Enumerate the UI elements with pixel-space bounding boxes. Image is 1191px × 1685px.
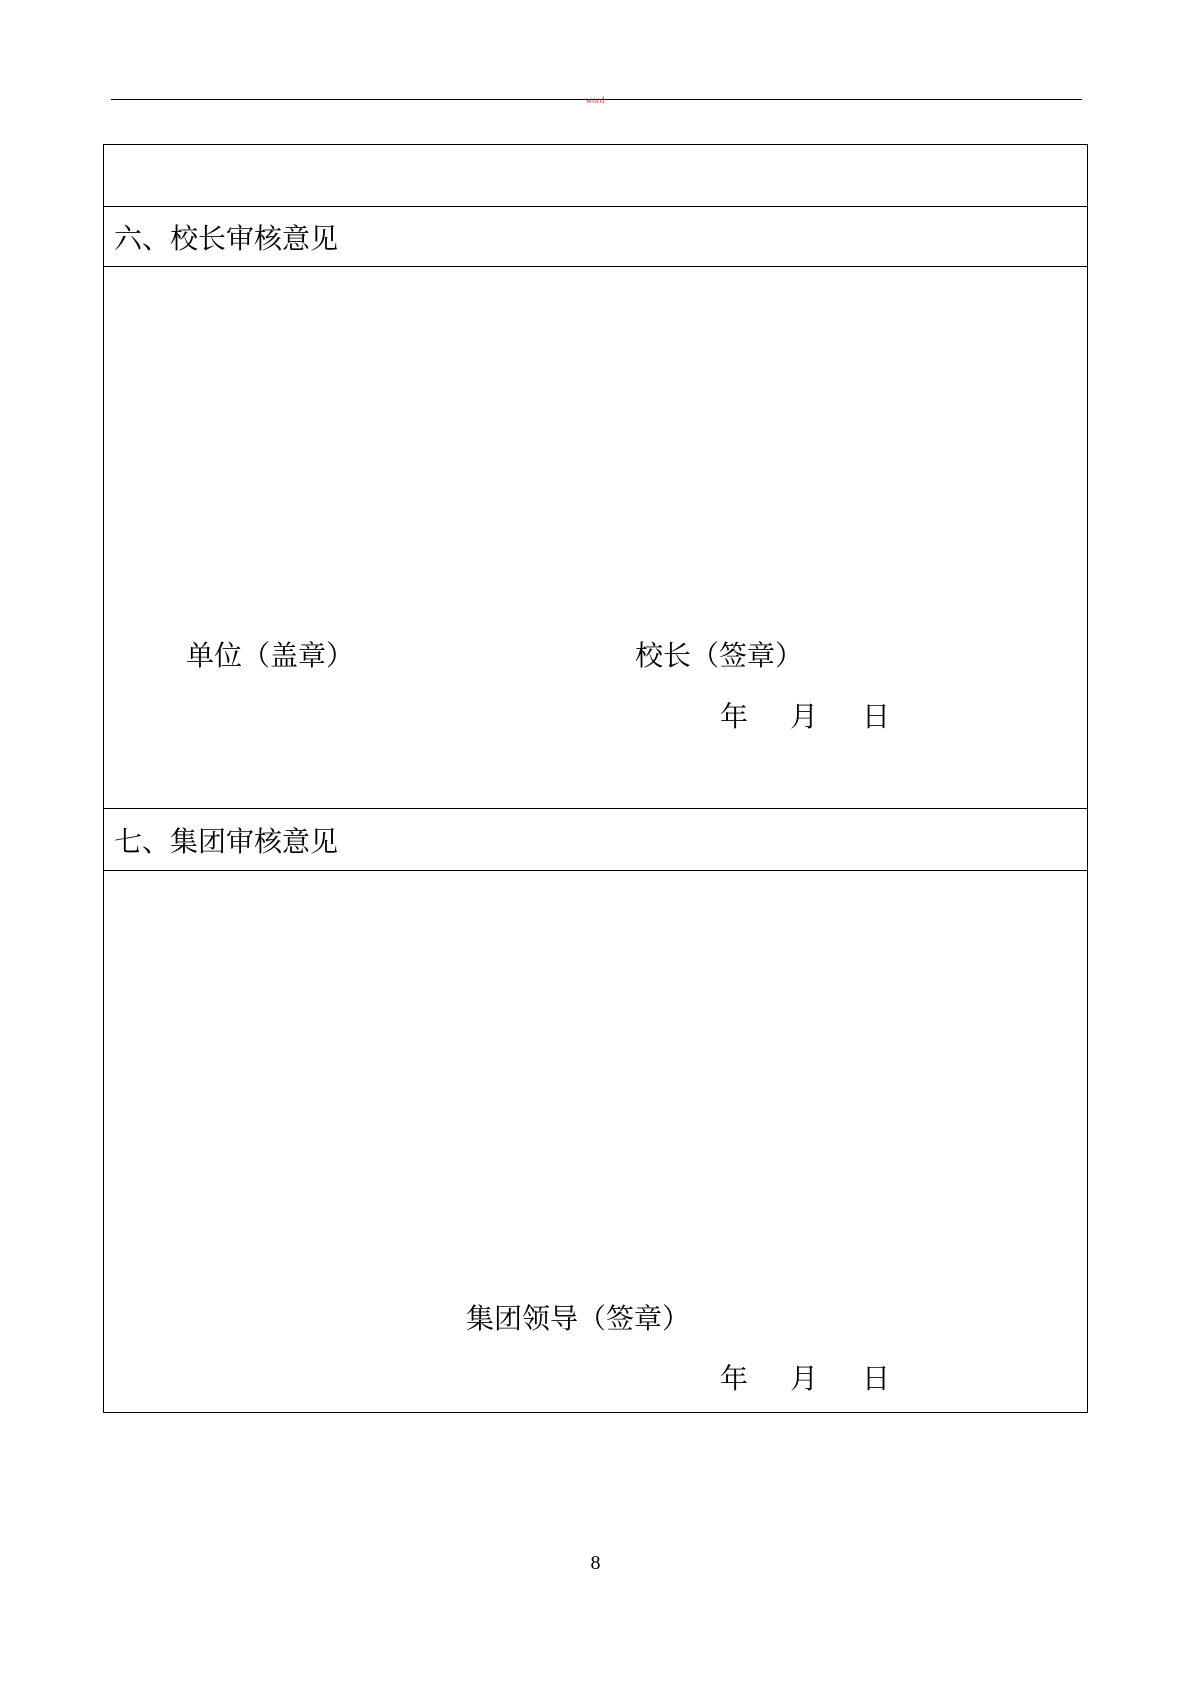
date-year-label: 年 xyxy=(720,700,749,733)
group-review-body xyxy=(104,871,1087,1411)
header-watermark: word xyxy=(585,95,605,105)
date-day-label: 日 xyxy=(862,1362,891,1395)
principal-review-header-row xyxy=(104,207,1087,267)
group-review-title: 七、集团审核意见 xyxy=(114,824,339,858)
review-form-table xyxy=(103,144,1088,1413)
blank-top-row xyxy=(104,145,1087,207)
unit-seal-label: 单位（盖章） xyxy=(186,639,355,672)
group-leader-signature-label: 集团领导（签章） xyxy=(466,1302,691,1335)
principal-review-title: 六、校长审核意见 xyxy=(114,221,339,255)
date-month-label: 月 xyxy=(790,700,819,733)
page-number: 8 xyxy=(590,1552,601,1574)
principal-review-body xyxy=(104,267,1087,809)
date-day-label: 日 xyxy=(862,700,891,733)
date-month-label: 月 xyxy=(790,1362,819,1395)
date-year-label: 年 xyxy=(720,1362,749,1395)
principal-signature-label: 校长（签章） xyxy=(635,639,804,672)
group-review-header-row xyxy=(104,809,1087,871)
